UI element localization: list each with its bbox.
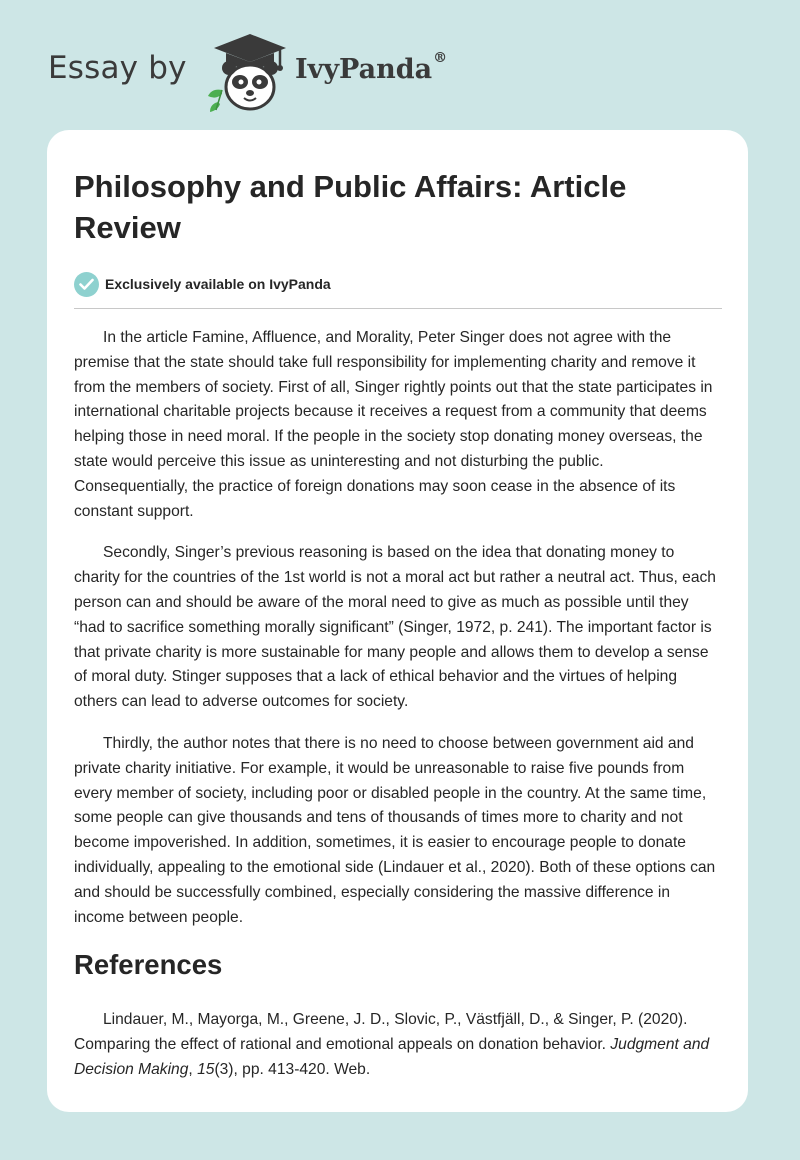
exclusive-badge (74, 271, 722, 297)
references-heading: References (74, 949, 223, 981)
brand-text: IvyPanda (295, 54, 433, 85)
site-header (48, 32, 548, 112)
body-paragraph-1: In the article Famine, Affluence, and Morality, Peter Singer does not agree with the premise that the state should take full responsibility for implementing charity and remove it from the members of society. First of all, Singer rightly points out that the state participates in international charitable projects because it receives a request from a community that deems helping those in need moral. If the people in the society stop donating money overseas, the state would perceive this issue as uninteresting and not disturbing the public. Consequentially, the practice of foreign donations may soon cease in the absence of its constant support. (74, 329, 713, 520)
panda-logo-icon[interactable] (200, 32, 292, 112)
article-card (47, 130, 748, 1112)
panda-logo-graphic (200, 32, 292, 112)
title-divider (74, 308, 722, 309)
article-content (74, 166, 722, 1083)
checkmark-circle-icon (74, 272, 99, 297)
body-paragraph-3: Thirdly, the author notes that there is no need to choose between government aid and private charity initiative. For example, it would be unreasonable to raise five pounds from every member of society, including poor or disabled people in the country. At the same time, some people can give thousands and tens of thousands of times more to charity and not become impoverished. In addition, sometimes, it is easier to encourage people to donate individually, appealing to the emotional side (Lindauer et al., 2020). Both of these options can and should be successfully combined, especially considering the massive difference in income between people. (74, 734, 716, 926)
article-title: Philosophy and Public Affairs: Article Review (74, 169, 627, 245)
brand-name[interactable] (295, 50, 448, 85)
reference-separator: , (188, 1060, 198, 1078)
registered-mark: ® (433, 50, 448, 66)
checkmark-glyph (79, 278, 94, 291)
reference-volume: 15 (197, 1060, 215, 1078)
reference-journal: Judgment and Decision Making (74, 1036, 710, 1078)
reference-entry (74, 1008, 722, 1082)
exclusive-badge-text: Exclusively available on IvyPanda (105, 276, 331, 292)
body-paragraph-2: Secondly, Singer’s previous reasoning is based on the idea that donating money to charity for the countries of the 1st world is not a moral act but rather a neutral act. Thus, each person can and should be aware of the moral need to give as much as possible until they “had to sacrifice something morally significant” (Singer, 1972, p. 241). The important factor is that private charity is more sustainable for many people and allows them to develop a sense of moral duty. Stinger supposes that a lack of ethical behavior and the virtues of helping others can lead to adverse outcomes for society. (74, 544, 716, 711)
reference-authors-title: Lindauer, M., Mayorga, M., Greene, J. D., Slovic, P., Västfjäll, D., & Singer, P. (2020). Comparing the effect of rational and emotional appeals on donation behavior. (74, 1011, 688, 1054)
essay-by-label: Essay by (48, 50, 187, 86)
reference-issue-pages: (3), pp. 413-420. Web. (214, 1060, 371, 1078)
